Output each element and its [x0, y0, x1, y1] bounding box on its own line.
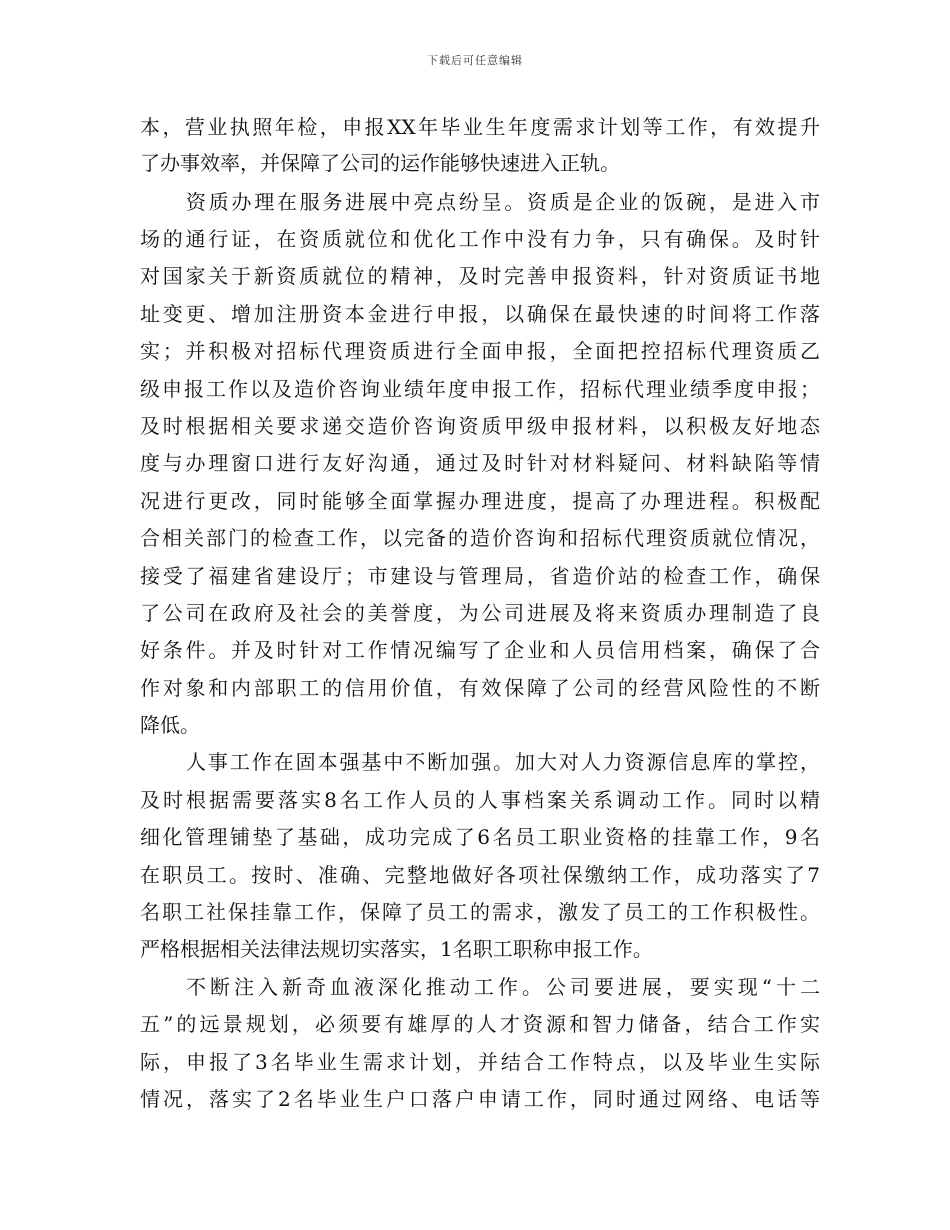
- text-line: 度与办理窗口进行友好沟通，通过及时针对材料疑问、材料缺陷等情: [140, 451, 820, 475]
- text-line: 及时根据相关要求递交造价咨询资质甲级申报材料，以积极友好地态: [140, 414, 820, 438]
- text-line: 合相关部门的检查工作，以完备的造价咨询和招标代理资质就位情况，: [140, 526, 820, 550]
- text-line: 接受了福建省建设厅；市建设与管理局，省造价站的检查工作，确保: [140, 564, 820, 588]
- text-line: 场的通行证，在资质就位和优化工作中没有力争，只有确保。及时针: [140, 227, 820, 251]
- text-line: 级申报工作以及造价咨询业绩年度申报工作，招标代理业绩季度申报；: [140, 377, 820, 401]
- text-line: 细化管理铺垫了基础，成功完成了6名员工职业资格的挂靠工作，9名: [140, 825, 820, 849]
- text-line: 降低。: [140, 713, 200, 737]
- text-line: 五”的远景规划，必须要有雄厚的人才资源和智力储备，结合工作实: [140, 1012, 820, 1036]
- text-line: 实；并积极对招标代理资质进行全面申报，全面把控招标代理资质乙: [140, 339, 820, 363]
- text-line: 严格根据相关法律法规切实落实，1名职工职称申报工作。: [140, 937, 653, 961]
- page-header: 下载后可任意编辑: [427, 54, 523, 67]
- text-line: 况进行更改，同时能够全面掌握办理进度，提高了办理进程。积极配: [140, 489, 820, 513]
- text-line: 资质办理在服务进展中亮点纷呈。资质是企业的饭碗，是进入市: [186, 190, 820, 214]
- text-line: 人事工作在固本强基中不断加强。加大对人力资源信息库的掌控，: [186, 750, 820, 774]
- text-line: 址变更、增加注册资本金进行申报，以确保在最快速的时间将工作落: [140, 302, 820, 326]
- text-line: 情况，落实了2名毕业生户口落户申请工作，同时通过网络、电话等: [140, 1087, 820, 1111]
- text-line: 及时根据需要落实8名工作人员的人事档案关系调动工作。同时以精: [140, 788, 820, 812]
- text-line: 了办事效率，并保障了公司的运作能够快速进入正轨。: [140, 151, 620, 175]
- text-line: 好条件。并及时针对工作情况编写了企业和人员信用档案，确保了合: [140, 638, 820, 662]
- text-line: 本，营业执照年检，申报XX年毕业生年度需求计划等工作，有效提升: [140, 115, 820, 139]
- text-line: 作对象和内部职工的信用价值，有效保障了公司的经营风险性的不断: [140, 676, 820, 700]
- text-line: 在职员工。按时、准确、完整地做好各项社保缴纳工作，成功落实了7: [140, 863, 820, 887]
- text-line: 对国家关于新资质就位的精神，及时完善申报资料，针对资质证书地: [140, 264, 820, 288]
- text-line: 际，申报了3名毕业生需求计划，并结合工作特点，以及毕业生实际: [140, 1050, 820, 1074]
- text-line: 名职工社保挂靠工作，保障了员工的需求，激发了员工的工作积极性。: [140, 900, 820, 924]
- text-line: 不断注入新奇血液深化推动工作。公司要进展，要实现“十二: [186, 975, 820, 999]
- text-line: 了公司在政府及社会的美誉度，为公司进展及将来资质办理制造了良: [140, 601, 820, 625]
